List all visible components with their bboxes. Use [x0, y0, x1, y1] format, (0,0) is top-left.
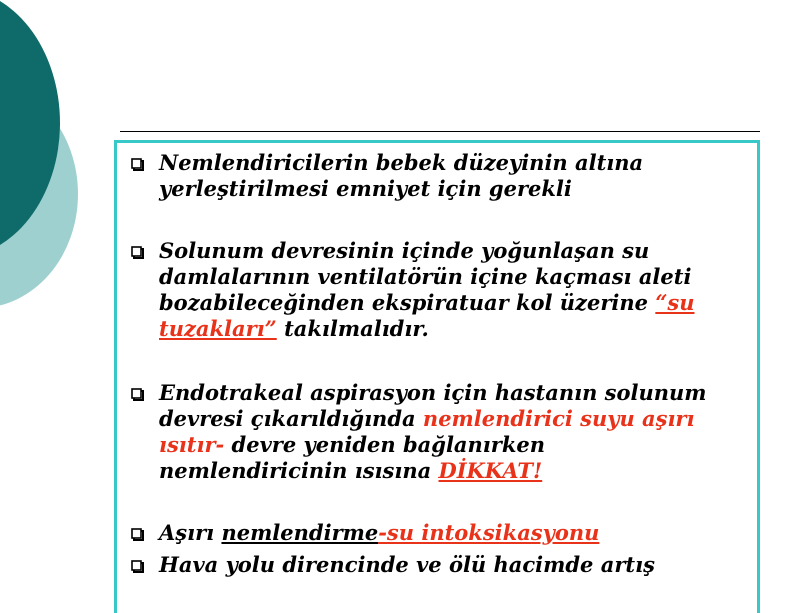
- bullet-text-part: devre yeniden bağlanırken nemlendiricinin ısısına: [159, 432, 546, 483]
- bullet-text-part: Hava yolu direncinde ve ölü hacimde artış: [159, 552, 655, 577]
- bullet-text: [159, 380, 739, 484]
- checkbox-bullet-icon: [131, 528, 145, 542]
- checkbox-bullet-icon: [131, 388, 145, 402]
- bullet-text-highlight: -su intoksikasyonu: [378, 520, 600, 545]
- bullet-text-part: Solunum devresinin içinde yoğunlaşan su damlalarının ventilatörün içine kaçması aleti bozabileceğinden ekspiratuar kol üzerine: [159, 238, 692, 315]
- bullet-text-part: Nemlendiricilerin bebek düzeyinin altına yerleştirilmesi emniyet için gerekli: [159, 150, 644, 201]
- bullet-text-highlight: nemlendirici suyu aşırı ısıtır-: [159, 406, 695, 457]
- bullet-item: [131, 238, 699, 342]
- bullet-text-part: Aşırı: [159, 520, 222, 545]
- bullet-text-underlined: nemlendirme: [221, 520, 379, 545]
- bullet-text: [159, 150, 649, 202]
- bullet-text-warning: DİKKAT!: [438, 458, 543, 483]
- bullet-text-part: takılmalıdır.: [276, 316, 429, 341]
- checkbox-bullet-icon: [131, 158, 145, 172]
- bullet-text-part: Endotrakeal aspirasyon için hastanın solunum devresi çıkarıldığında: [159, 380, 707, 431]
- content-box: [114, 140, 760, 613]
- bullet-item: [131, 150, 649, 202]
- bullet-text: [159, 552, 739, 578]
- bullet-text: [159, 520, 739, 546]
- checkbox-bullet-icon: [131, 246, 145, 260]
- title-divider: [120, 131, 760, 132]
- bullet-item: [131, 380, 739, 484]
- bullet-item: [131, 552, 739, 578]
- checkbox-bullet-icon: [131, 560, 145, 574]
- bullet-text: [159, 238, 699, 342]
- bullet-text-highlight: “su tuzakları”: [159, 290, 695, 341]
- bullet-item: [131, 520, 739, 546]
